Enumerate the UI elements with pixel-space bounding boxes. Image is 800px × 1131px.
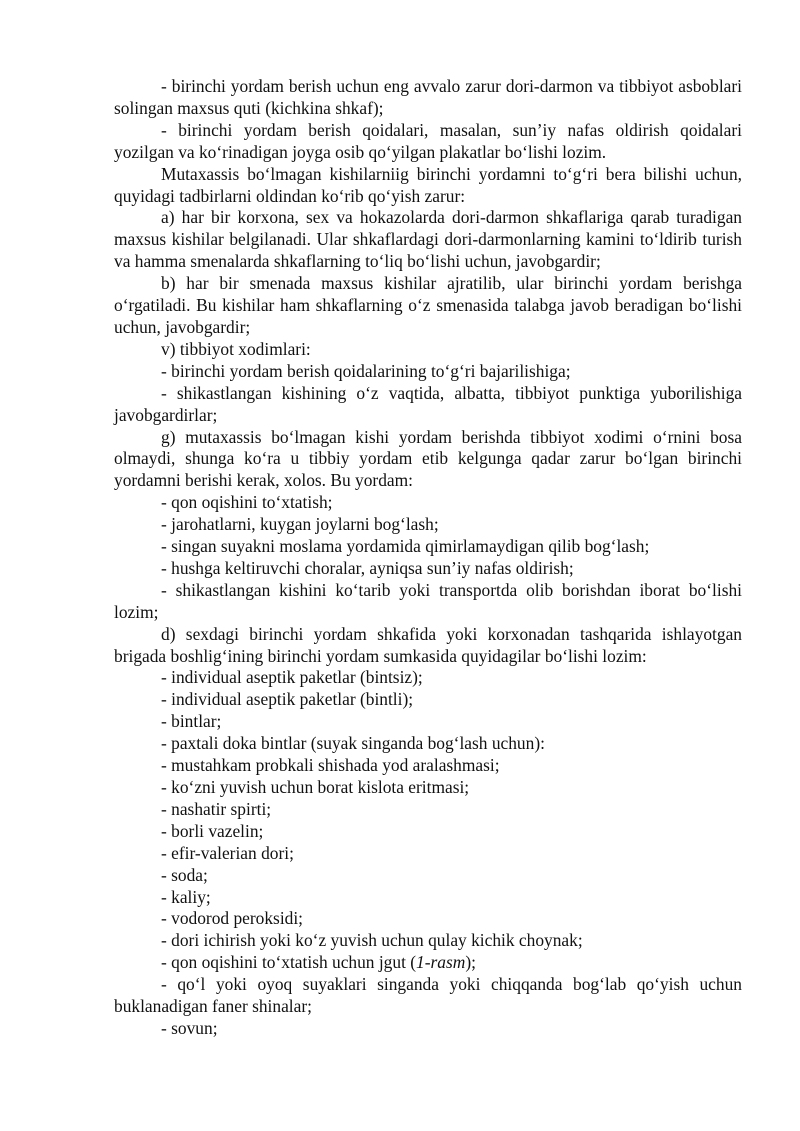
paragraph-item-d: d) sexdagi birinchi yordam shkafida yoki korxonadan tashqarida ishlayotgan brigada boshlig‘ining birinchi yordam sumkasida quyidagilar bo‘lishi lozim:: [114, 623, 742, 666]
list-item-rules-compliance: - birinchi yordam berish qoidalarining to‘g‘ri bajarilishiga;: [161, 360, 571, 381]
paragraph-item-v: v) tibbiyot xodimlari:: [161, 338, 311, 359]
list-item-posters: - birinchi yordam berish qoidalari, masalan, sun’iy nafas oldirish qoidalari yozilgan va ko‘rinadigan joyga osib qo‘yilgan plakatlar bo‘lishi lozim.: [114, 119, 742, 162]
list-item-hydrogen-peroxide: - vodorod peroksidi;: [161, 908, 304, 929]
tourniquet-text-end: );: [465, 952, 476, 973]
list-item-valerian: - efir-valerian dori;: [161, 842, 294, 863]
paragraph-item-g: g) mutaxassis bo‘lmagan kishi yordam berishda tibbiyot xodimi o‘rnini bosa olmaydi, shunga ko‘ra u tibbiy yordam etib kelgunga qadar zarur bo‘lgan birinchi yordamni berishi kerak, xolos. Bu yordam:: [114, 426, 742, 491]
list-item-tourniquet: [114, 952, 742, 974]
list-item-soda: - soda;: [161, 864, 208, 885]
list-item-soap: - sovun;: [161, 1017, 218, 1038]
paragraph-item-a: a) har bir korxona, sex va hokazolarda dori-darmon shkaflariga qarab turadigan maxsus kishilar belgilanadi. Ular shkaflardagi dori-darmonlarning kamini to‘ldirib turish va hamma smenalarda shkaflarning to‘liq bo‘lishi uchun, javobgardir;: [114, 207, 742, 272]
list-item-immobilize-fracture: - singan suyakni moslama yordamida qimirlamaydigan qilib bog‘lash;: [161, 536, 650, 557]
list-item-stop-bleeding: - qon oqishini to‘xtatish;: [161, 492, 333, 513]
list-item-potassium: - kaliy;: [161, 886, 211, 907]
list-item-teapot: - dori ichirish yoki ko‘z yuvish uchun qulay kichik choynak;: [161, 930, 583, 951]
document-page: [114, 76, 742, 1040]
tourniquet-text: - qon oqishini to‘xtatish uchun jgut (: [161, 952, 417, 973]
list-item-aseptic-packs-no-bandage: - individual aseptik paketlar (bintsiz);: [161, 667, 423, 688]
paragraph-measures-intro: Mutaxassis bo‘lmagan kishilarniig birinchi yordamni to‘g‘ri bera bilishi uchun, quyidagi tadbirlarni oldindan ko‘rib qo‘yish zarur:: [114, 163, 742, 206]
list-item-transport: - shikastlangan kishini ko‘tarib yoki transportda olib borishdan iborat bo‘lishi lozim;: [114, 579, 742, 622]
paragraph-item-b: b) har bir smenada maxsus kishilar ajratilib, ular birinchi yordam berishga o‘rgatiladi. Bu kishilar ham shkaflarning o‘z smenasida talabga javob beradigan bo‘lishi uchun, javobgardir;: [114, 273, 742, 337]
list-item-aseptic-packs-bandage: - individual aseptik paketlar (bintli);: [161, 689, 414, 710]
list-item-ammonia: - nashatir spirti;: [161, 798, 272, 819]
list-item-bandages: - bintlar;: [161, 711, 222, 732]
list-item-first-aid-box: - birinchi yordam berish uchun eng avvalo zarur dori-darmon va tibbiyot asboblari solingan maxsus quti (kichkina shkaf);: [114, 76, 742, 118]
list-item-timely-referral: - shikastlangan kishining o‘z vaqtida, albatta, tibbiyot punktiga yuborilishiga javobgardirlar;: [114, 382, 742, 425]
list-item-bandage-wounds: - jarohatlarni, kuygan joylarni bog‘lash;: [161, 514, 439, 535]
list-item-gauze-bandages: - paxtali doka bintlar (suyak singanda bog‘lash uchun):: [161, 733, 545, 754]
list-item-iodine: - mustahkam probkali shishada yod aralashmasi;: [161, 755, 500, 776]
figure-reference: 1-rasm: [416, 952, 466, 973]
list-item-boric-acid: - ko‘zni yuvish uchun borat kislota eritmasi;: [161, 777, 470, 797]
list-item-splints: - qo‘l yoki oyoq suyaklari singanda yoki chiqqanda bog‘lab qo‘yish uchun buklanadigan faner shinalar;: [114, 974, 742, 1017]
list-item-resuscitation: - hushga keltiruvchi choralar, ayniqsa sun’iy nafas oldirish;: [161, 557, 574, 578]
list-item-vaseline: - borli vazelin;: [161, 820, 264, 841]
